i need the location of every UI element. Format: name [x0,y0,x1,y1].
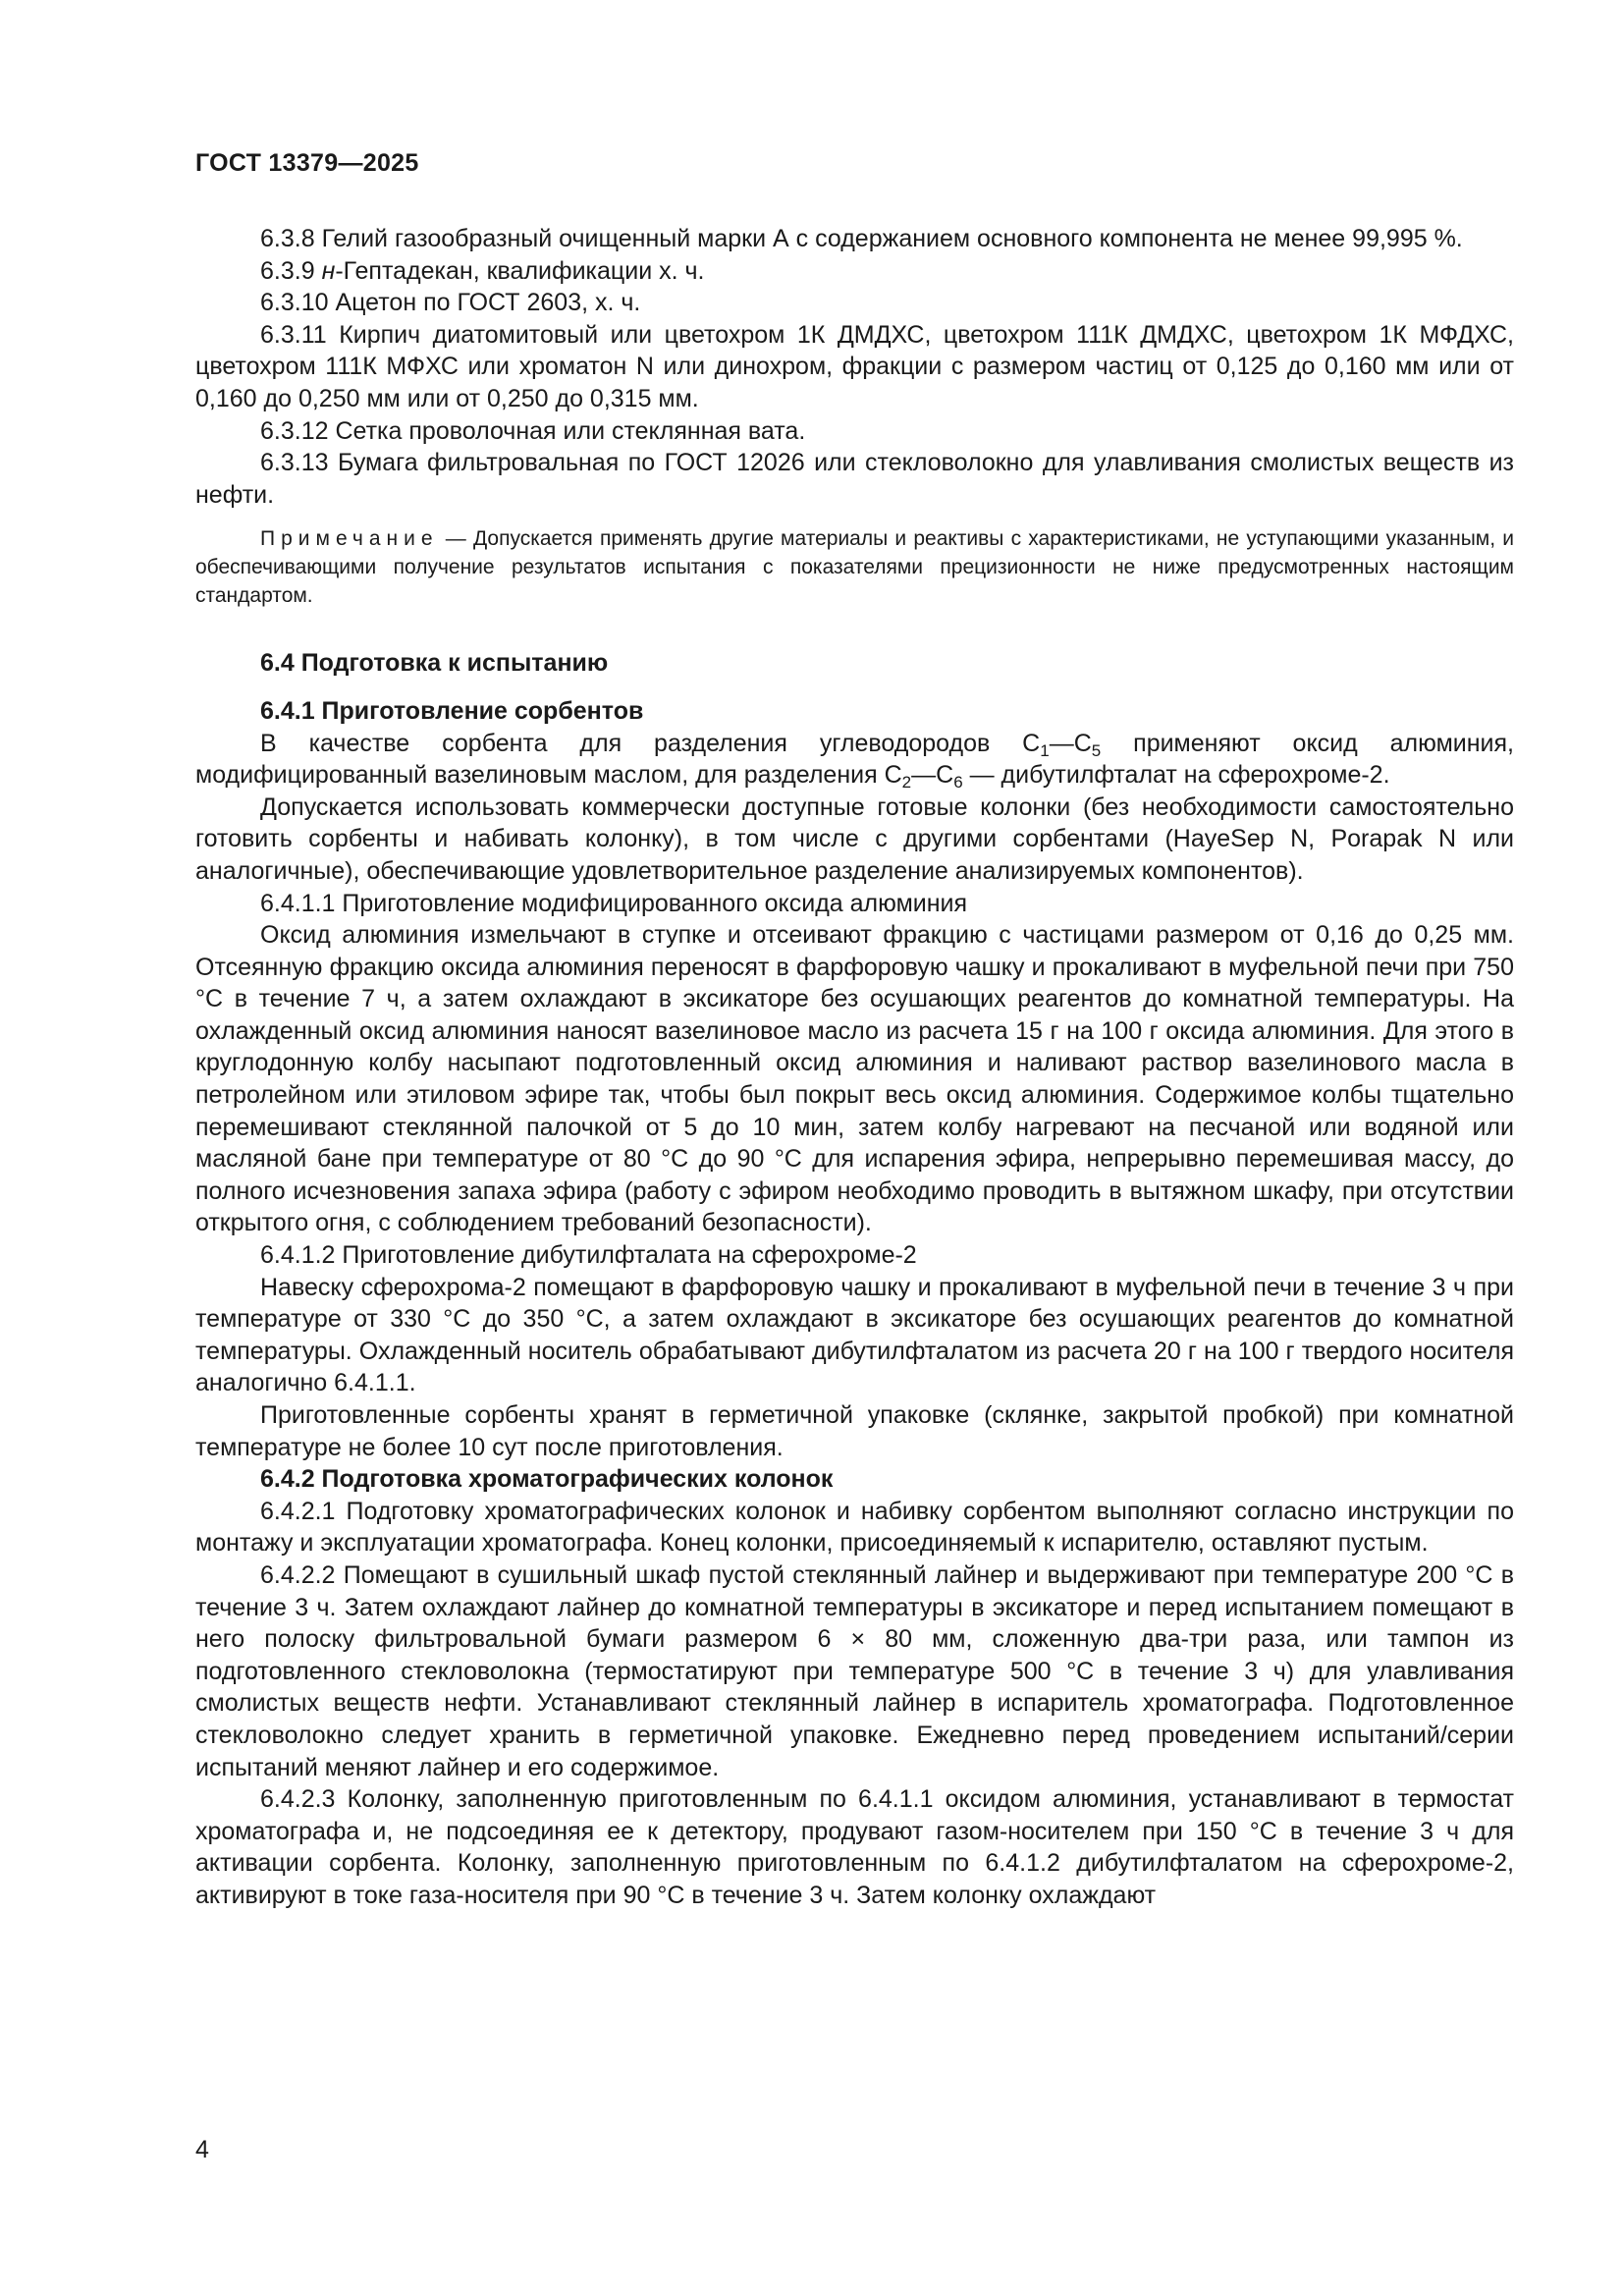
item-text: Бумага фильтровальная по ГОСТ 12026 или стекловолокно для улавливания смолистых веществ из нефти. [195,449,1514,509]
item-number: 6.3.9 [260,256,315,285]
item-text: Ацетон по ГОСТ 2603, х. ч. [335,289,641,317]
section-6-4-title: 6.4 Подготовка к испытанию [260,649,609,678]
text-run: В качестве сорбента для разделения углеводородов С [260,729,1041,757]
subsection-6-4-1-1-title: 6.4.1.1 Приготовление модифицированного оксида алюминия [260,889,968,917]
item-number: 6.3.13 [260,449,329,477]
item-text: Сетка проволочная или стеклянная вата. [335,416,806,445]
item-6-3-12 [195,415,1514,448]
item-text: Гелий газообразный очищенный марки А с содержанием основного компонента не менее 99,995 %. [321,225,1463,252]
item-number: 6.3.12 [260,416,329,445]
item-6-3-8 [195,223,1514,255]
item-italic-prefix: н [321,256,336,285]
item-text: Кирпич диатомитовый или цветохром 1К ДМДХС, цветохром 111К ДМДХС, цветохром 1К МФДХС, цветохром 111К МФХС или хроматон N или динохром, фракции с размером частиц от 0,125 до 0,160 мм или от 0,160 до 0,250 мм или от 0,250 до 0,315 мм. [195,320,1514,412]
section-6-4-1-paragraph-storage: Приготовленные сорбенты хранят в герметичной упаковке (склянке, закрытой пробкой) при комнатной температуре не более 10 сут после приготовления. [195,1401,1514,1461]
subsection-6-4-1-2-text: Навеску сферохрома-2 помещают в фарфоровую чашку и прокаливают в муфельной печи в течение 3 ч при температуре от 330 °С до 350 °С, а затем охлаждают в эксикаторе без осушающих реагентов до комнатной температуры. Охлажденный носитель обрабатывают дибутилфталатом из расчета 20 г на 100 г твердого носителя аналогично 6.4.1.1. [195,1273,1514,1397]
section-6-4-1-title: 6.4.1 Приготовление сорбентов [260,696,644,725]
item-text: -Гептадекан, квалификации х. ч. [335,256,705,285]
subscript: 2 [901,773,912,793]
item-6-3-11 [195,319,1514,415]
item-number: 6.3.8 [260,225,315,252]
subsection-6-4-1-1-text: Оксид алюминия измельчают в ступке и отсеивают фракцию с частицами размером от 0,16 до 0,25 мм. Отсеянную фракцию оксида алюминия переносят в фарфоровую чашку и прокаливают в муфельной печи при 750 °С в течение 7 ч, а затем охлаждают в эксикаторе без осушающих реагентов до комнатной температуры. На охлажденный оксид алюминия наносят вазелиновое масло из расчета 15 г на 100 г оксида алюминия. Для этого в круглодонную колбу насыпают подготовленный оксид алюминия и наливают раствор вазелинового масла в петролейном или этиловом эфире так, чтобы был покрыт весь оксид алюминия. Содержимое колбы тщательно перемешивают стеклянной палочкой от 5 до 10 мин, затем колбу нагревают на песчаной или водяной или масляной бане при температуре от 80 °С до 90 °С для испарения эфира, непрерывно перемешивая массу, до полного исчезновения запаха эфира (работу с эфиром необходимо проводить в вытяжном шкафу, при отсутствии открытого огня, с соблюдением требований безопасности). [195,921,1514,1237]
text-run: применяют оксид алюминия, модифицированный вазелиновым маслом, для разделения С [195,729,1514,790]
section-6-4-2-title: 6.4.2 Подготовка хроматографических колонок [260,1465,834,1494]
subsection-6-4-2-1: 6.4.2.1 Подготовку хроматографических колонок и набивку сорбентом выполняют согласно инструкции по монтажу и эксплуатации хроматографа. Конец колонки, присоединяемый к испарителю, оставляют пустым. [195,1497,1514,1558]
item-6-3-9 [195,255,1514,288]
subsection-6-4-2-3: 6.4.2.3 Колонку, заполненную приготовленным по 6.4.1.1 оксидом алюминия, устанавливают в термостат хроматографа и, не подсоединяя ее к детектору, продувают газом-носителем при 150 °С в течение 3 ч для активации сорбента. Колонку, заполненную приготовленным по 6.4.1.2 дибутилфталатом на сферохроме-2, активируют в токе газа-носителя при 90 °С в течение 3 ч. Затем колонку охлаждают [195,1785,1514,1909]
item-number: 6.3.11 [260,320,327,349]
subsection-6-4-2-2: 6.4.2.2 Помещают в сушильный шкаф пустой стеклянный лайнер и выдерживают при температуре 200 °С в течение 3 ч. Затем охлаждают лайнер до комнатной температуры в эксикаторе и перед испытанием помещают в него полоску фильтровальной бумаги размером 6 × 80 мм, сложенную два-три раза, или тампон из подготовленного стекловолокна (термостатируют при температуре 500 °С в течение 3 ч) для улавливания смолистых веществ нефти. Устанавливают стеклянный лайнер в испаритель хроматографа. Подготовленное стекловолокно следует хранить в герметичной упаковке. Ежедневно перед проведением испытаний/серии испытаний меняют лайнер и его содержимое. [195,1560,1514,1781]
item-6-3-10 [195,287,1514,319]
note [195,524,1514,610]
note-label: Примечание [260,527,439,551]
section-6-4-1-paragraph-1 [195,728,1514,792]
text-run: —С [911,761,954,790]
section-6-4-1-paragraph-2: Допускается использовать коммерчески доступные готовые колонки (без необходимости самостоятельно готовить сорбенты и набивать колонку), в том числе с другими сорбентами (HayeSep N, Porapak N или аналогичные), обеспечивающие удовлетворительное разделение анализируемых компонентов). [195,793,1514,885]
subsection-6-4-1-2-title: 6.4.1.2 Приготовление дибутилфталата на сферохроме-2 [260,1241,917,1270]
item-6-3-13 [195,447,1514,511]
document-body [195,223,1514,1912]
page-number: 4 [195,2136,209,2163]
item-number: 6.3.10 [260,289,329,317]
subscript: 5 [1091,740,1102,760]
subscript: 6 [953,773,963,793]
subscript: 1 [1040,740,1050,760]
document-header: ГОСТ 13379—2025 [195,149,419,177]
text-run: — дибутилфталат на сферохроме-2. [962,761,1390,790]
note-text: — Допускается применять другие материалы и реактивы с характеристиками, не уступающими указанным, и обеспечивающими получение результатов испытания с показателями прецизионности не ниже предусмотренных настоящим стандартом. [195,527,1514,608]
text-run: —С [1049,729,1092,757]
